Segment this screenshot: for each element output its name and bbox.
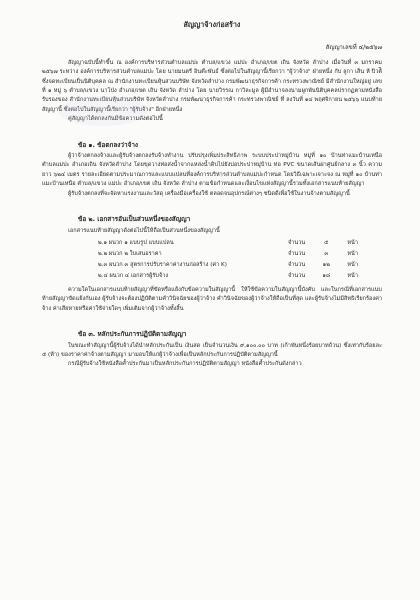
attachment-label: ๒.๓ ผนวก ๓ สูตรการปรับราคาค่างานก่อสร้าง (ค่า K)	[98, 261, 227, 268]
section-1-paragraph: ผู้รับจ้างตกลงที่จะจัดหาแรงงานและวัสดุ เครื่องมือเครื่องใช้ ตลอดจนอุปกรณ์ต่างๆ ชนิดดีเพื่อใช้ในงานจ้างตามสัญญานี้	[68, 190, 350, 197]
attachment-label: ๒.๔ ผนวก ๔ เอกสารผู้รับจ้าง	[98, 272, 169, 279]
section-1-title: ข้อ ๑. ข้อตกลงว่าจ้าง	[78, 140, 139, 149]
intro-paragraph: สัญญาฉบับนี้ทำขึ้น ณ องค์การบริหารส่วนตำบลแม่ปะ ตำบล/แขวง แม่ปะ อำเภอ/เขต เถิน จังหวัด ลำปาง เมื่อวันที่ ๓ มกราคม ๒๕๖๗ ระหว่าง องค์การบริหารส่วนตำบลแม่ปะ โดย นายมนตรี อินต๊ะพันธ์ ซึ่งต่อไปในสัญญานี้เรียกว่า "ผู้ว่าจ้าง" ฝ่ายหนึ่ง กับ ลูกา เส็น ห้ ปิวต้ิ ซึ่งจดทะเบียนเป็นนิติบุคคล ณ สำนักงานทะเบียนหุ้นส่วนบริษัท จังหวัดลำปาง กรมพัฒนาธุรกิจการค้า กระทรวงพาณิชย์ มีสำนักงานใหญ่อยู่ เลขที่ ๑ หมู่ ๖ ตำบล/แขวง นาโป่ง อำเภอ/เขต เถิน จังหวัด ลำปาง โดย นายวิรรณ กาวิละมูล ผู้มีอำนาจลงนามผูกพันนิติบุคคลปรากฏตามหนังสือรับรองของ สำนักงานทะเบียนหุ้นส่วนบริษัท จังหวัดลำปาง กรมพัฒนาธุรกิจการค้า กระทรวงพาณิชย์ ที่ ลงวันที่ ๑๔ พฤศจิกายน ๒๕๖๖ แนบท้ายสัญญานี้ ซึ่งต่อไปในสัญญานี้เรียกว่า "ผู้รับจ้าง" อีกฝ่ายหนึ่ง	[42, 59, 382, 113]
section-1-paragraph: ผู้ว่าจ้างตกลงจ้างและผู้รับจ้างตกลงรับจ้างทำงาน ปรับปรุงเพิ่มประสิทธิภาพ ระบบประปาหมู่บ้าน หมู่ที่ ๑๐ บ้านท่าแมะบ้านเหนือ ตำบลแม่ปะ อำเภอเถิน จังหวัดลำปาง โดยขุดวางท่อส่งน้ำจากแหล่งน้ำดิบไปยังบ่อประปาหมู่บ้าน ท่อ PVC ขนาดเส้นผ่าศูนย์กลาง ๓ นิ้ว ความยาว ๖๒๔ เมตร รายละเอียดตามประมาณการและแบบแปลนที่องค์การบริหารส่วนตำบลแม่ปะกำหนด โดยวิธีเฉพาะเจาะจง ณ หมู่ที่ ๑๐ บ้านท่าแมะบ้านเหนือ ตำบล/แขวง แม่ปะ อำเภอ/เขต เถิน จังหวัด ลำปาง ตามข้อกำหนดและเงื่อนไขแห่งสัญญานี้รวมทั้งเอกสารแนบท้ายสัญญา	[42, 153, 382, 188]
section-3-paragraph: กรณีผู้รับจ้างใช้หนังสือค้ำประกันมาเป็นหลักประกันการปฏิบัติตามสัญญา หนังสือค้ำประกันดังกล่าว	[68, 361, 302, 368]
attachment-item	[98, 249, 358, 260]
attachment-item	[98, 260, 358, 271]
attachment-label: ๒.๒ ผนวก ๒ ใบเสนอราคา	[98, 250, 162, 257]
section-3-paragraph: ในขณะทำสัญญานี้ผู้รับจ้างได้นำหลักประกันเป็น เงินสด เป็นจำนวนเงิน ๙,๑๐๐.๐๐ บาท (เก้าพันหนึ่งร้อยบาทถ้วน) ซึ่งเท่ากับร้อยละ ๕ (ห้า) ของราคาค่าจ้างตามสัญญา มามอบให้แก่ผู้ว่าจ้างเพื่อเป็นหลักประกันการปฏิบัติตามสัญญานี้	[42, 342, 382, 358]
attachment-page-count: ๑๒	[322, 261, 330, 268]
attachment-unit: หน้า	[347, 261, 358, 268]
attachment-item	[98, 271, 358, 282]
attachment-unit: หน้า	[347, 272, 358, 279]
attachment-unit: หน้า	[347, 250, 358, 257]
document-title: สัญญาจ้างก่อสร้าง	[183, 20, 241, 29]
attachment-label: ๒.๑ ผนวก ๑ แบบรูป แบบแปลน	[98, 239, 174, 246]
attachment-unit: หน้า	[347, 239, 358, 246]
attachment-list	[98, 238, 358, 282]
section-3-title: ข้อ ๓. หลักประกันการปฏิบัติตามสัญญา	[78, 330, 187, 339]
contract-number: สัญญาเลขที่ ๔/๒๕๖๗	[325, 44, 382, 52]
attachment-qty-label: จำนวน	[288, 250, 306, 257]
section-2-lead: เอกสารแนบท้ายสัญญาดังต่อไปนี้ให้ถือเป็นส่วนหนึ่งของสัญญานี้	[68, 227, 220, 234]
attachment-qty-label: จำนวน	[288, 261, 306, 268]
faint-stamp-mark	[58, 96, 148, 126]
attachment-page-count: ๕	[324, 239, 329, 246]
attachment-page-count: ๓	[324, 250, 329, 257]
section-2-closing: ความใดในเอกสารแนบท้ายสัญญาที่ขัดหรือแย้งกับข้อความในสัญญานี้ ให้ใช้ข้อความในสัญญานี้บังคับ และในกรณีที่เอกสารแนบท้ายสัญญาขัดแย้งกันเอง ผู้รับจ้างจะต้องปฏิบัติตามคำวินิจฉัยของผู้ว่าจ้าง คำวินิจฉัยของผู้ว่าจ้างให้ถือเป็นที่สุด และผู้รับจ้างไม่มีสิทธิเรียกร้องค่าจ้าง ค่าเสียหายหรือค่าใช้จ่ายใดๆ เพิ่มเติมจากผู้ว่าจ้างทั้งสิ้น	[42, 286, 382, 312]
attachment-qty-label: จำนวน	[288, 239, 306, 246]
attachment-qty-label: จำนวน	[288, 272, 306, 279]
section-2-title: ข้อ ๒. เอกสารอันเป็นส่วนหนึ่งของสัญญา	[78, 215, 191, 224]
attachment-page-count: ๑๘	[322, 272, 331, 279]
intro-agreement-line: คู่สัญญาได้ตกลงกันมีข้อความดังต่อไปนี้	[68, 116, 163, 123]
attachment-item	[98, 238, 358, 249]
